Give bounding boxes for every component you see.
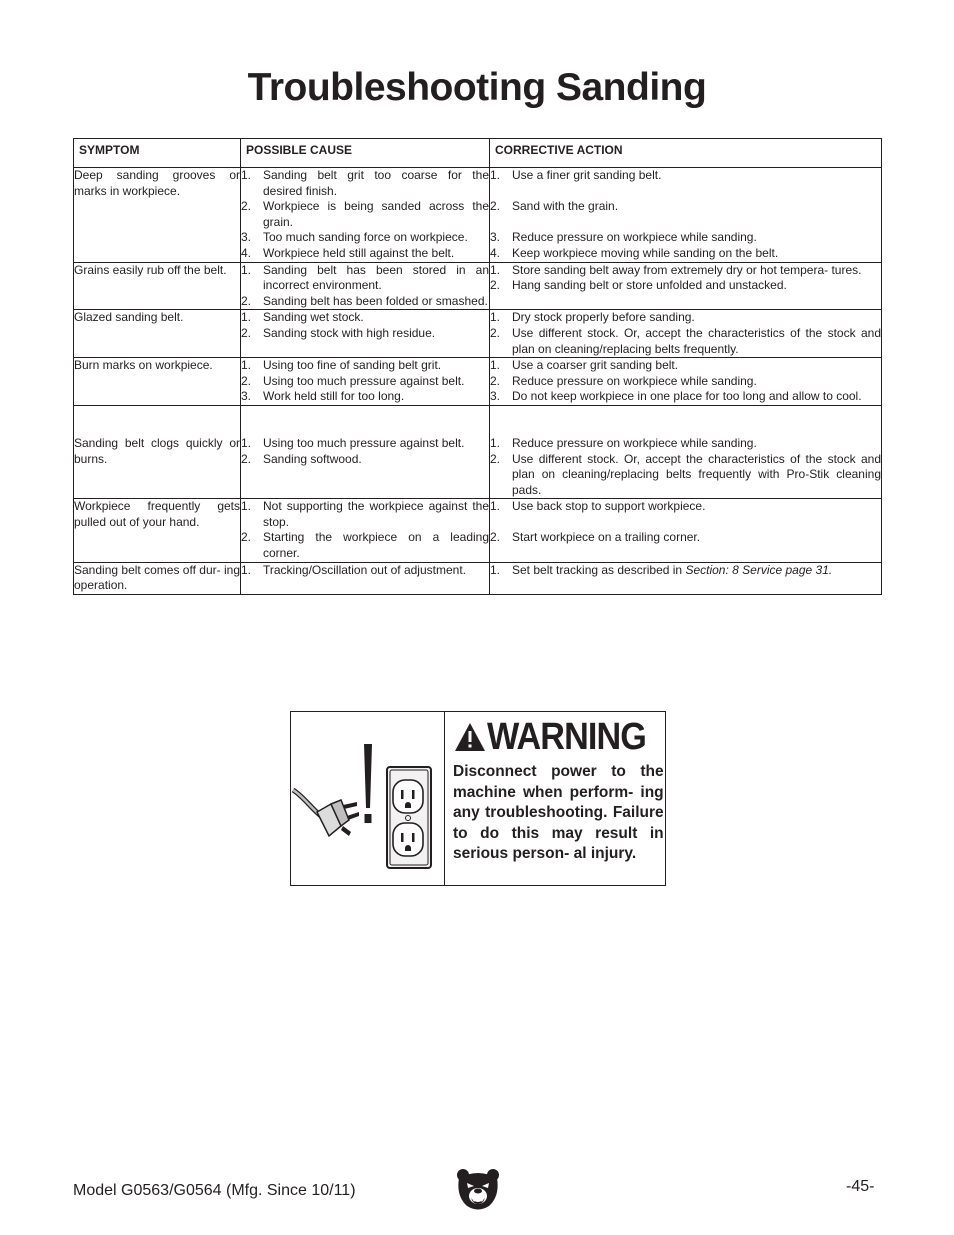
item-text: Use back stop to support workpiece. <box>512 499 706 514</box>
cause-cell <box>241 262 490 310</box>
cause-item <box>241 452 489 468</box>
cause-item <box>241 436 489 452</box>
cause-item <box>241 263 489 294</box>
header-symptom: SYMPTOM <box>74 139 241 168</box>
action-item <box>490 230 881 246</box>
item-text: Use a finer grit sanding belt. <box>512 168 662 182</box>
item-text: Tracking/Oscillation out of adjustment. <box>263 562 466 577</box>
item-number: 1. <box>241 358 252 373</box>
item-text: Not supporting the workpiece against the stop. <box>263 499 489 529</box>
item-number: 1. <box>241 562 252 577</box>
item-number: 1. <box>490 310 501 325</box>
warning-triangle-icon <box>453 721 487 753</box>
symptom-cell: Deep sanding grooves or marks in workpiece. <box>74 168 241 263</box>
warning-content <box>445 712 670 885</box>
cause-item <box>241 326 489 342</box>
item-number: 2. <box>490 199 501 214</box>
item-text: Reduce pressure on workpiece while sanding. <box>512 373 757 388</box>
symptom-cell: Grains easily rub off the belt. <box>74 262 241 310</box>
action-item <box>490 389 881 405</box>
action-cell <box>490 562 882 594</box>
action-item <box>490 530 881 546</box>
table-row <box>74 358 882 406</box>
item-text <box>512 563 881 579</box>
section-reference: Section: 8 Service page 31. <box>685 562 833 577</box>
action-item <box>490 263 881 279</box>
item-text: Using too fine of sanding belt grit. <box>263 358 442 373</box>
action-cell <box>490 405 882 498</box>
symptom-cell: Workpiece frequently gets pulled out of your hand. <box>74 499 241 562</box>
item-number: 1. <box>241 499 252 514</box>
action-cell <box>490 358 882 406</box>
table-header-row <box>74 139 882 168</box>
table-row <box>74 405 882 498</box>
header-corrective-action: CORRECTIVE ACTION <box>490 139 882 168</box>
cause-item <box>241 294 489 310</box>
item-number: 3. <box>241 389 252 404</box>
cause-item <box>241 374 489 390</box>
action-item <box>490 499 881 515</box>
item-text: Using too much pressure against belt. <box>263 435 465 450</box>
item-text: Start workpiece on a trailing corner. <box>512 530 701 545</box>
cause-cell <box>241 562 490 594</box>
symptom-cell: Sanding belt comes off dur- ing operation. <box>74 562 241 594</box>
item-number: 2. <box>241 451 252 466</box>
symptom-cell: Sanding belt clogs quickly or burns. <box>74 405 241 498</box>
item-number: 1. <box>241 262 252 277</box>
symptom-cell: Glazed sanding belt. <box>74 310 241 358</box>
item-text: Reduce pressure on workpiece while sanding. <box>512 435 757 450</box>
item-text: Hang sanding belt or store unfolded and unstacked. <box>512 278 787 293</box>
item-number: 2. <box>490 530 501 545</box>
action-item <box>490 358 881 374</box>
action-cell <box>490 310 882 358</box>
action-item <box>490 452 881 499</box>
action-item <box>490 168 881 184</box>
plug-and-outlet-icon <box>291 712 445 885</box>
cause-item <box>241 310 489 326</box>
table-row <box>74 499 882 562</box>
item-number: 1. <box>241 168 252 182</box>
warning-heading: WARNING <box>487 716 646 758</box>
item-number: 2. <box>490 451 501 466</box>
page-number: -45- <box>846 1178 875 1195</box>
action-item <box>490 310 881 326</box>
warning-box <box>290 711 666 886</box>
table-row <box>74 310 882 358</box>
item-text: Store sanding belt away from extremely dry or hot tempera- tures. <box>512 262 862 277</box>
item-text: Sanding belt has been folded or smashed. <box>263 293 488 308</box>
cause-item <box>241 563 489 579</box>
item-text: Sanding belt has been stored in an incorrect environment. <box>263 262 489 293</box>
item-text: Workpiece is being sanded across the grain. <box>263 199 489 229</box>
item-number: 2. <box>241 373 252 388</box>
table-row <box>74 262 882 310</box>
item-number: 1. <box>490 358 501 373</box>
item-text: Reduce pressure on workpiece while sanding. <box>512 230 757 245</box>
item-text: Do not keep workpiece in one place for too long and allow to cool. <box>512 389 862 404</box>
action-item <box>490 199 881 215</box>
item-text: Keep workpiece moving while sanding on the belt. <box>512 245 779 260</box>
item-text: Sanding softwood. <box>263 451 362 466</box>
action-item <box>490 278 881 294</box>
cause-item <box>241 230 489 246</box>
item-number: 2. <box>241 293 252 308</box>
item-number: 1. <box>490 435 501 450</box>
cause-cell <box>241 358 490 406</box>
item-number: 4. <box>490 245 501 260</box>
item-text: Starting the workpiece on a leading corner. <box>263 530 489 561</box>
cause-item <box>241 168 489 199</box>
table-row <box>74 168 882 263</box>
item-number: 1. <box>241 310 252 325</box>
warning-text: Disconnect power to the machine when perform- ing any troubleshooting. Failure to do this may result in serious person- al injury. <box>453 763 664 862</box>
action-text: Set belt tracking as described in <box>512 562 686 577</box>
item-number: 2. <box>490 278 501 293</box>
item-text: Too much sanding force on workpiece. <box>263 230 468 245</box>
item-text: Using too much pressure against belt. <box>263 373 465 388</box>
item-number: 1. <box>490 562 501 577</box>
table-row <box>74 562 882 594</box>
cause-item <box>241 358 489 374</box>
item-number: 3. <box>241 230 252 245</box>
cause-item <box>241 246 489 262</box>
action-cell <box>490 168 882 263</box>
action-item <box>490 246 881 262</box>
cause-item <box>241 199 489 230</box>
cause-cell <box>241 405 490 498</box>
item-number: 3. <box>490 389 501 404</box>
item-number: 4. <box>241 245 252 260</box>
item-text: Dry stock properly before sanding. <box>512 310 695 325</box>
page-title: Troubleshooting Sanding <box>247 66 707 109</box>
item-number: 2. <box>241 530 252 545</box>
cause-item <box>241 530 489 561</box>
bear-logo-icon <box>455 1166 501 1217</box>
cause-item <box>241 389 489 405</box>
action-item <box>490 563 881 579</box>
cause-cell <box>241 499 490 562</box>
cause-cell <box>241 168 490 263</box>
item-number: 2. <box>490 325 501 340</box>
item-number: 3. <box>490 230 501 245</box>
item-text: Use a coarser grit sanding belt. <box>512 358 679 373</box>
item-number: 1. <box>490 168 501 182</box>
item-text: Workpiece held still against the belt. <box>263 245 455 260</box>
warning-header <box>453 718 664 756</box>
item-number: 2. <box>241 325 252 340</box>
header-possible-cause: POSSIBLE CAUSE <box>241 139 490 168</box>
symptom-cell: Burn marks on workpiece. <box>74 358 241 406</box>
item-text: Sanding belt grit too coarse for the desired finish. <box>263 168 489 198</box>
item-text: Use different stock. Or, accept the characteristics of the stock and plan on cleaning/replacing belts frequently. <box>512 325 881 356</box>
action-cell <box>490 499 882 562</box>
cause-item <box>241 499 489 530</box>
item-number: 2. <box>490 373 501 388</box>
item-number: 1. <box>241 435 252 450</box>
item-number: 1. <box>490 262 501 277</box>
cause-cell <box>241 310 490 358</box>
item-text: Work held still for too long. <box>263 389 405 404</box>
item-number: 2. <box>241 199 252 214</box>
item-text: Use different stock. Or, accept the characteristics of the stock and plan on cleaning/replacing belts frequently with Pro-Stik cleaning pads. <box>512 451 881 497</box>
footer-model: Model G0563/G0564 (Mfg. Since 10/11) <box>73 1182 356 1199</box>
action-item <box>490 326 881 357</box>
item-number: 1. <box>490 499 501 514</box>
action-item <box>490 436 881 452</box>
item-text: Sanding stock with high residue. <box>263 325 436 340</box>
action-cell <box>490 262 882 310</box>
action-item <box>490 374 881 390</box>
item-text: Sand with the grain. <box>512 199 619 214</box>
item-text: Sanding wet stock. <box>263 310 364 325</box>
troubleshooting-table <box>73 138 882 595</box>
